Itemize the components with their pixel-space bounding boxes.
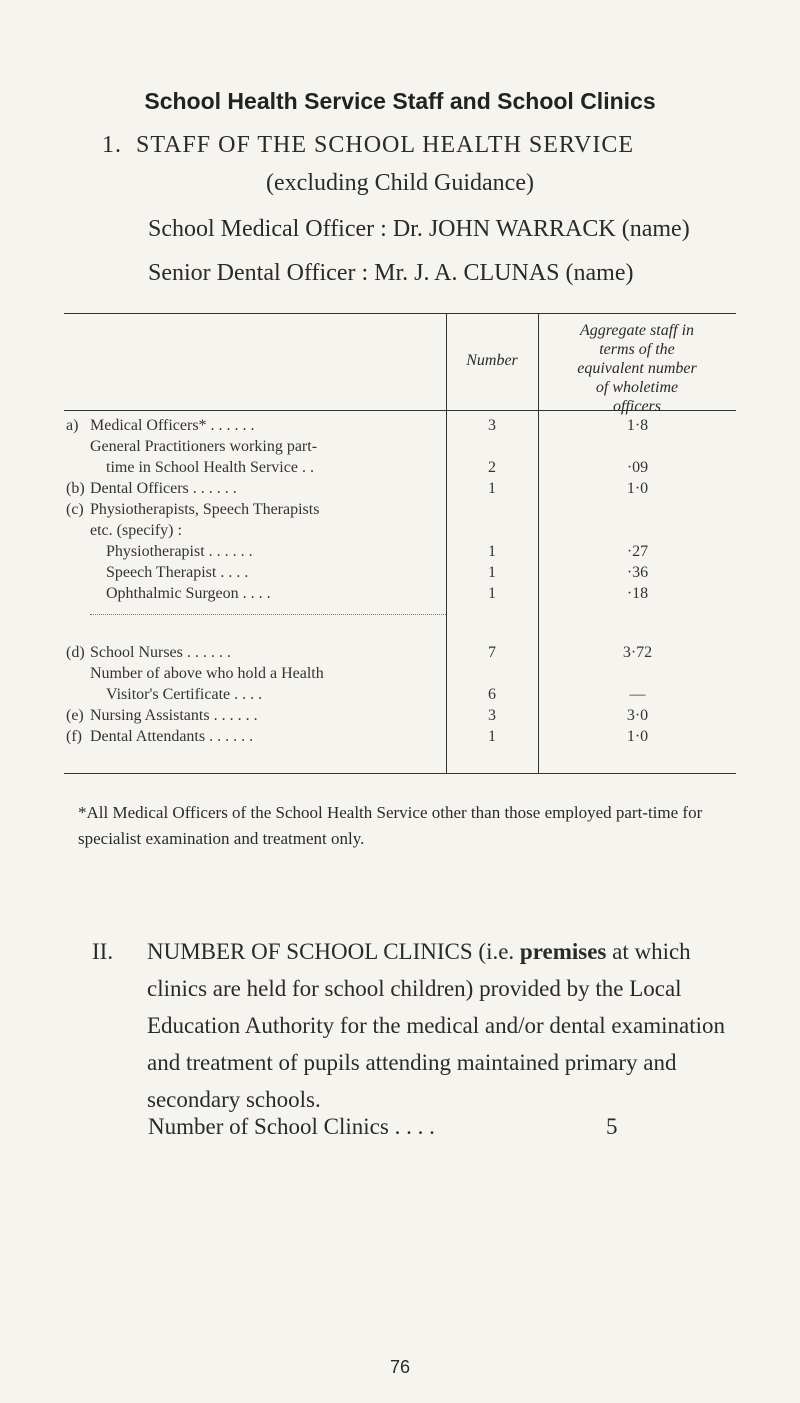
table-col-divider-1 bbox=[446, 313, 447, 773]
row-desc: Speech Therapist . . . . bbox=[106, 564, 249, 581]
section-2-text bbox=[147, 933, 732, 1118]
header-aggregate-line: of wholetime bbox=[595, 379, 679, 396]
dental-officer-line: Senior Dental Officer : Mr. J. A. CLUNAS (name) bbox=[148, 260, 634, 286]
section-1-heading bbox=[102, 132, 634, 159]
section-2-text-part: at which clinics are held for school children) provided by the Local Education Authority for the medical and/or dental examination and treatment of pupils attending maintained primary and secondary schools. bbox=[147, 939, 726, 1112]
row-aggregate: ·09 bbox=[626, 459, 649, 476]
header-aggregate-line: equivalent number bbox=[577, 360, 697, 377]
section-2-number: II. bbox=[92, 939, 114, 964]
header-aggregate bbox=[538, 321, 736, 416]
page-title: School Health Service Staff and School Clinics bbox=[144, 88, 656, 114]
row-label: (e) bbox=[66, 707, 84, 724]
row-aggregate: ·36 bbox=[626, 564, 649, 581]
clinics-count-line bbox=[148, 1114, 618, 1140]
row-aggregate: 1·0 bbox=[626, 480, 649, 497]
row-aggregate: 3·72 bbox=[622, 644, 653, 661]
row-label: (b) bbox=[66, 480, 85, 497]
row-label: (d) bbox=[66, 644, 85, 661]
row-number: 1 bbox=[488, 480, 496, 497]
row-desc: Dental Officers . . . . . . bbox=[90, 480, 237, 497]
header-number: Number bbox=[466, 352, 518, 369]
row-number: 7 bbox=[488, 644, 496, 661]
row-desc: School Nurses . . . . . . bbox=[90, 644, 231, 661]
row-desc: Ophthalmic Surgeon . . . . bbox=[106, 585, 271, 602]
row-desc: General Practitioners working part- bbox=[90, 438, 318, 455]
row-aggregate: 3·0 bbox=[626, 707, 649, 724]
row-aggregate: 1·8 bbox=[626, 417, 649, 434]
section-2-text-part: NUMBER OF SCHOOL CLINICS (i.e. bbox=[147, 939, 520, 964]
row-number: 3 bbox=[488, 707, 496, 724]
row-label: (f) bbox=[66, 728, 82, 745]
row-label: a) bbox=[66, 417, 79, 434]
row-label: (c) bbox=[66, 501, 84, 518]
header-aggregate-line: Aggregate staff in bbox=[579, 322, 695, 339]
row-desc: Medical Officers* . . . . . . bbox=[90, 417, 255, 434]
row-aggregate: ·27 bbox=[626, 543, 649, 560]
section-2 bbox=[92, 933, 732, 1118]
row-aggregate: 1·0 bbox=[626, 728, 649, 745]
row-desc: Nursing Assistants . . . . . . bbox=[90, 707, 258, 724]
clinics-label: Number of School Clinics . . . . bbox=[148, 1114, 435, 1139]
row-desc: Physiotherapist . . . . . . bbox=[106, 543, 253, 560]
page-number: 76 bbox=[389, 1357, 411, 1377]
section-1-subheading: (excluding Child Guidance) bbox=[266, 170, 534, 196]
row-number: 3 bbox=[488, 417, 496, 434]
row-desc: time in School Health Service . . bbox=[106, 459, 314, 476]
row-desc: Dental Attendants . . . . . . bbox=[90, 728, 254, 745]
clinics-value: 5 bbox=[606, 1114, 618, 1139]
row-number: 1 bbox=[488, 564, 496, 581]
table-top-rule bbox=[64, 313, 736, 314]
row-number: 6 bbox=[488, 686, 496, 703]
row-desc: etc. (specify) : bbox=[90, 522, 182, 539]
footnote: *All Medical Officers of the School Health Service other than those employed part-time for specialist examination and treatment only. bbox=[78, 803, 703, 848]
header-aggregate-line: terms of the bbox=[599, 341, 675, 358]
header-aggregate-line: officers bbox=[613, 398, 661, 415]
dotted-blank-line bbox=[90, 614, 446, 615]
row-aggregate: — bbox=[629, 686, 646, 703]
row-number: 1 bbox=[488, 543, 496, 560]
row-number: 2 bbox=[488, 459, 496, 476]
medical-officer-line: School Medical Officer : Dr. JOHN WARRACK (name) bbox=[148, 216, 690, 242]
row-desc: Number of above who hold a Health bbox=[90, 665, 324, 682]
section-1-heading-text: STAFF OF THE SCHOOL HEALTH SERVICE bbox=[136, 132, 634, 158]
section-2-bold-word: premises bbox=[519, 939, 607, 964]
staff-table bbox=[64, 313, 736, 773]
row-number: 1 bbox=[488, 728, 496, 745]
table-bottom-rule bbox=[64, 773, 736, 774]
section-1-number: 1. bbox=[102, 132, 122, 158]
row-desc: Visitor's Certificate . . . . bbox=[106, 686, 263, 703]
row-desc: Physiotherapists, Speech Therapists bbox=[90, 501, 320, 518]
row-number: 1 bbox=[488, 585, 496, 602]
row-aggregate: ·18 bbox=[626, 585, 649, 602]
